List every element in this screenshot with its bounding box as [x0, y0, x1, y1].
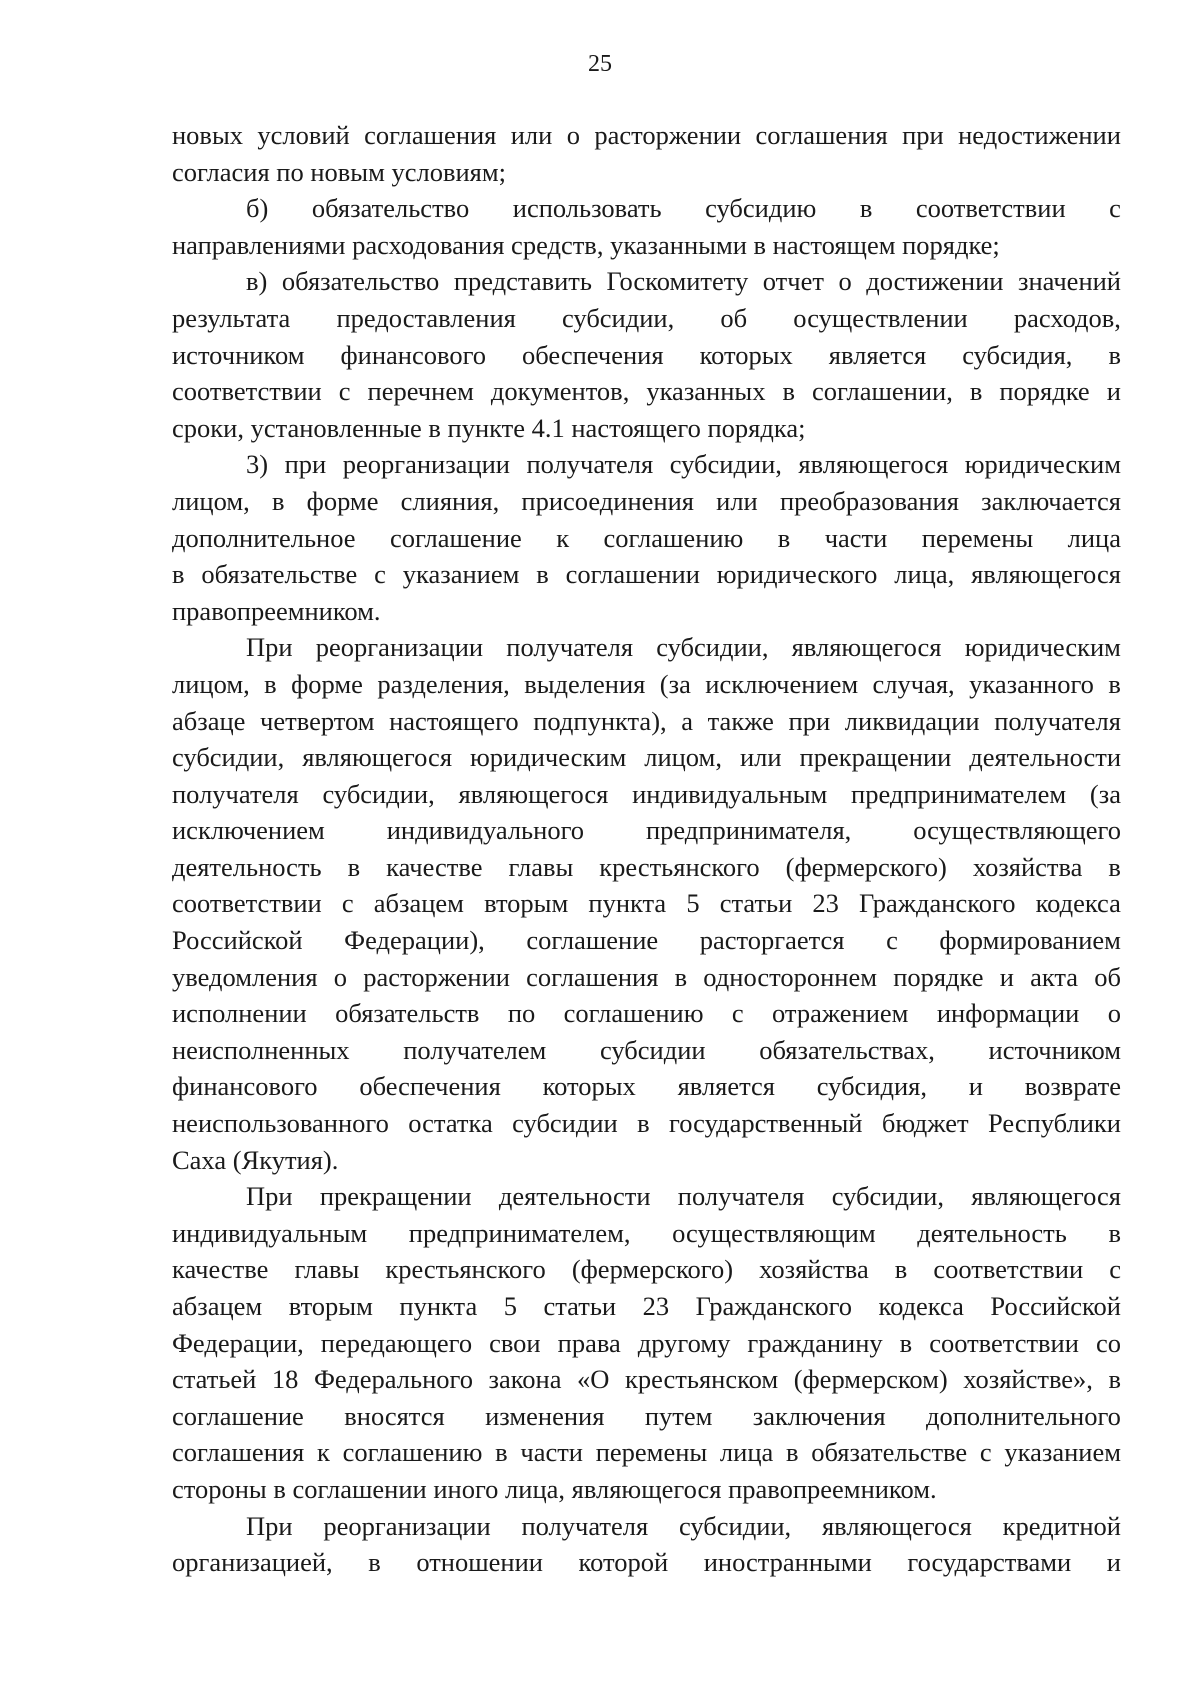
- text-line: статьей 18 Федерального закона «О крестьянском (фермерском) хозяйстве», в: [172, 1364, 1121, 1395]
- paragraph-item-b: [172, 190, 1121, 263]
- text-line: стороны в соглашении иного лица, являющегося правопреемником.: [172, 1473, 937, 1504]
- text-line: уведомления о расторжении соглашения в одностороннем порядке и акта об: [172, 961, 1121, 992]
- page-number: 25: [588, 51, 612, 77]
- text-line: абзацем вторым пункта 5 статьи 23 Гражданского кодекса Российской: [172, 1291, 1121, 1321]
- text-line: результата предоставления субсидии, об осуществлении расходов,: [172, 302, 1121, 333]
- text-line: При прекращении деятельности получателя субсидии, являющегося: [246, 1181, 1121, 1212]
- text-line: исполнении обязательств по соглашению с отражением информации о: [172, 998, 1121, 1029]
- paragraph-reorganization-division: [172, 629, 1121, 1178]
- text-line: правопреемником.: [172, 595, 381, 626]
- text-line: сроки, установленные в пункте 4.1 настоящего порядка;: [172, 412, 806, 443]
- text-line: При реорганизации получателя субсидии, являющегося юридическим: [246, 632, 1121, 663]
- text-line: лицом, в форме разделения, выделения (за исключением случая, указанного в: [172, 668, 1121, 699]
- document-body: [172, 117, 1121, 1581]
- text-line: соответствии с абзацем вторым пункта 5 статьи 23 Гражданского кодекса: [172, 888, 1121, 919]
- text-line: индивидуальным предпринимателем, осуществляющим деятельность в: [172, 1217, 1121, 1248]
- paragraph-item-v: [172, 263, 1121, 446]
- text-line: абзаце четвертом настоящего подпункта), а также при ликвидации получателя: [172, 705, 1121, 736]
- paragraph-item-a-continuation: [172, 117, 1121, 190]
- text-line: субсидии, являющегося юридическим лицом, или прекращении деятельности: [172, 742, 1121, 773]
- text-line: неисполненных получателем субсидии обязательствах, источником: [172, 1034, 1121, 1065]
- text-line: б) обязательство использовать субсидию в соответствии с: [246, 193, 1121, 224]
- text-line: получателя субсидии, являющегося индивидуальным предпринимателем (за: [172, 778, 1121, 809]
- text-line: лицом, в форме слияния, присоединения или преобразования заключается: [172, 485, 1121, 516]
- text-line: источником финансового обеспечения которых является субсидия, в: [172, 339, 1121, 370]
- text-line: дополнительное соглашение к соглашению в части перемены лица: [172, 522, 1121, 553]
- text-line: Российской Федерации), соглашение расторгается с формированием: [172, 925, 1121, 956]
- paragraph-credit-organization: [172, 1508, 1121, 1581]
- text-line: При реорганизации получателя субсидии, являющегося кредитной: [246, 1510, 1121, 1541]
- text-line: исключением индивидуального предпринимателя, осуществляющего: [172, 815, 1121, 846]
- text-line: качестве главы крестьянского (фермерского) хозяйства в соответствии с: [172, 1254, 1121, 1285]
- text-line: 3) при реорганизации получателя субсидии, являющегося юридическим: [246, 449, 1121, 480]
- paragraph-termination-farm-head: [172, 1178, 1121, 1507]
- text-line: Федерации, передающего свои права другому гражданину в соответствии со: [172, 1327, 1121, 1358]
- text-line: соглашение вносятся изменения путем заключения дополнительного: [172, 1400, 1121, 1431]
- text-line: неиспользованного остатка субсидии в государственный бюджет Республики: [172, 1108, 1121, 1139]
- text-line: организацией, в отношении которой иностранными государствами и: [172, 1547, 1121, 1578]
- text-line: в обязательстве с указанием в соглашении юридического лица, являющегося: [172, 559, 1121, 590]
- text-line: в) обязательство представить Госкомитету отчет о достижении значений: [246, 266, 1121, 297]
- text-line: новых условий соглашения или о расторжении соглашения при недостижении: [172, 120, 1121, 150]
- text-line: Саха (Якутия).: [172, 1144, 339, 1175]
- paragraph-item-3: [172, 446, 1121, 629]
- text-line: направлениями расходования средств, указанными в настоящем порядке;: [172, 229, 1000, 260]
- text-line: финансового обеспечения которых является субсидия, и возврате: [172, 1071, 1121, 1102]
- text-line: деятельность в качестве главы крестьянского (фермерского) хозяйства в: [172, 851, 1121, 882]
- text-line: согласия по новым условиям;: [172, 156, 506, 187]
- text-line: соглашения к соглашению в части перемены лица в обязательстве с указанием: [172, 1437, 1121, 1468]
- text-line: соответствии с перечнем документов, указанных в соглашении, в порядке и: [172, 376, 1121, 407]
